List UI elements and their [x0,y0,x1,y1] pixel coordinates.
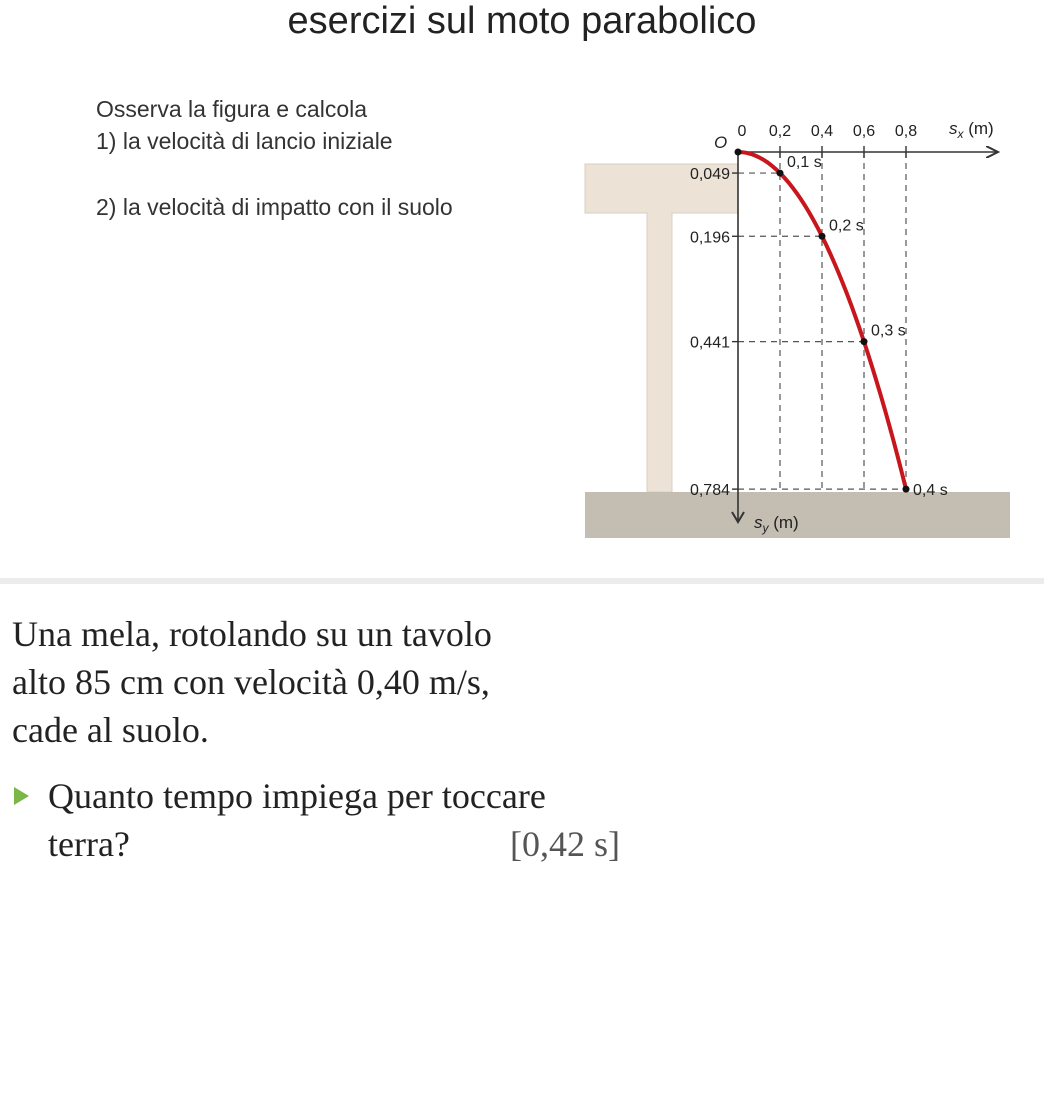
x-tick-label: 0,4 [810,123,834,140]
question-line: terra? [48,824,130,864]
problem-line: alto 85 cm con velocità 0,40 m/s, [12,662,490,702]
x-axis-label: $s_x$ (m) [949,119,994,141]
instruction-line: 1) la velocità di lancio iniziale [96,128,393,154]
x-tick-label: 0,2 [768,123,792,140]
instruction-line: 2) la velocità di impatto con il suolo [96,194,453,220]
trajectory-point [903,486,910,493]
time-label: 0,1 s [787,154,822,172]
x-tick-label: 0,8 [894,123,918,140]
y-tick-label: 0,049 [689,166,730,184]
origin-label: O [714,133,728,152]
answer-label: [0,42 s] [510,824,620,864]
instruction-line: Osserva la figura e calcola [96,96,368,122]
trajectory-point [861,338,868,345]
trajectory-point [777,170,784,177]
x-tick-label: 0,6 [852,123,876,140]
trajectory-point [819,233,826,240]
exercise-instructions [96,93,453,223]
y-axis-label: $s_y$ (m) [754,513,799,535]
bullet-triangle-icon [14,787,29,805]
x-tick-label: 0 [737,123,747,140]
question-line: Quanto tempo impiega per toccare [48,776,546,816]
problem-line: Una mela, rotolando su un tavolo [12,614,492,654]
y-tick-label: 0,784 [689,482,730,500]
time-label: 0,3 s [871,322,906,340]
time-label: 0,4 s [913,482,948,500]
time-label: 0,2 s [829,217,864,235]
section-divider [0,578,1044,584]
parabolic-motion-figure [580,108,1020,548]
y-tick-label: 0,441 [689,334,730,352]
problem-statement [12,610,632,754]
problem-line: cade al suolo. [12,710,209,750]
page-title: esercizi sul moto parabolico [287,0,757,42]
origin-point [735,149,742,156]
table [585,164,738,492]
y-tick-label: 0,196 [689,229,730,247]
